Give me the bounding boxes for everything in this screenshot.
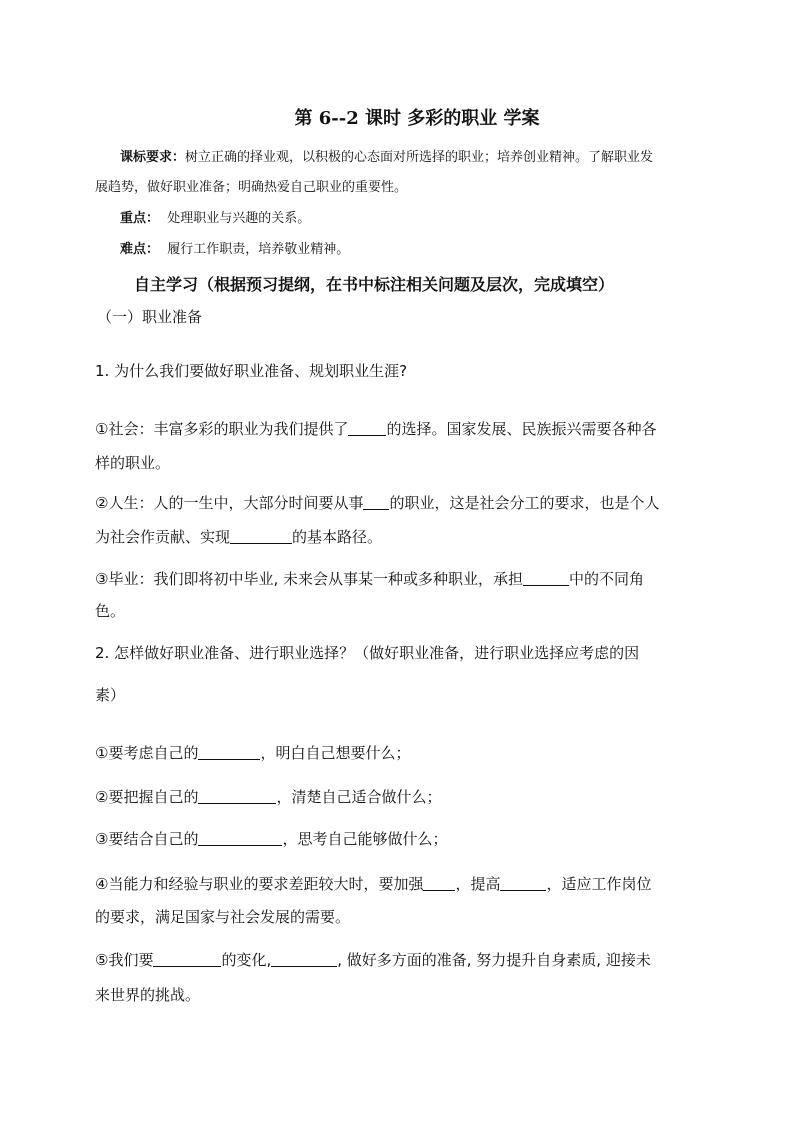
answer-2-4: ④当能力和经验与职业的要求差距较大时，要加强 ，提高 ，适应工作岗位 [95,875,652,893]
fill-blank[interactable] [423,875,455,891]
answer-1-3: ③毕业：我们即将初中毕业, 未来会从事某一种或多种职业，承担 中的不同角 [95,570,645,588]
answer-2-4-cont: 的要求，满足国家与社会发展的需要。 [95,908,351,926]
standard-line-1 [120,146,653,165]
difficulty-line [120,238,349,257]
section-heading: （一）职业准备 [97,308,203,326]
difficulty-text: 履行工作职责，培养敬业精神。 [167,242,350,257]
fill-blank[interactable] [198,788,276,804]
answer-2-3: ③要结合自己的 ，思考自己能够做什么； [95,830,448,848]
answer-1-2: ②人生：人的一生中，大部分时间要从事 的职业，这是社会分工的要求，也是个人 [95,494,660,512]
standard-label: 课标要求： [120,150,186,165]
fill-blank[interactable] [348,420,386,436]
fill-blank[interactable] [153,951,221,967]
fill-blank[interactable] [523,570,569,586]
fill-blank[interactable] [500,875,546,891]
fill-blank[interactable] [363,494,389,510]
answer-2-5: ⑤我们要 的变化, , 做好多方面的准备, 努力提升自身素质, 迎接未 [95,951,651,969]
question-2-cont: 素） [95,686,126,704]
answer-1-1-cont: 样的职业。 [95,454,171,472]
answer-1-3-cont: 色。 [95,602,126,620]
question-2: 2. 怎样做好职业准备、进行职业选择？（做好职业准备，进行职业选择应考虑的因 [95,644,640,662]
key-point-label: 重点： [120,211,160,226]
answer-2-5-cont: 来世界的挑战。 [95,986,201,1004]
page-title: 第 6--2 课时 多彩的职业 学案 [294,108,540,129]
self-study-heading: 自主学习（根据预习提纲，在书中标注相关问题及层次，完成填空） [134,275,615,294]
key-point-text: 处理职业与兴趣的关系。 [167,211,311,226]
fill-blank[interactable] [271,951,337,967]
fill-blank[interactable] [198,744,260,760]
standard-text-1: 树立正确的择业观，以积极的心态面对所选择的职业；培养创业精神。了解职业发 [185,150,654,165]
difficulty-label: 难点： [120,242,160,257]
key-point-line [120,207,310,226]
answer-2-2: ②要把握自己的 ，清楚自己适合做什么； [95,788,442,806]
fill-blank[interactable] [198,830,282,846]
answer-1-1: ①社会：丰富多彩的职业为我们提供了 的选择。国家发展、民族振兴需要各种各 [95,420,657,438]
answer-2-1: ①要考虑自己的 ，明白自己想要什么； [95,744,411,762]
standard-line-2: 展趋势，做好职业准备；明确热爱自己职业的重要性。 [95,180,408,195]
answer-1-2-cont: 为社会作贡献、实现 的基本路径。 [95,528,383,546]
question-1: 1. 为什么我们要做好职业准备、规划职业生涯? [95,362,408,380]
fill-blank[interactable] [230,528,292,544]
